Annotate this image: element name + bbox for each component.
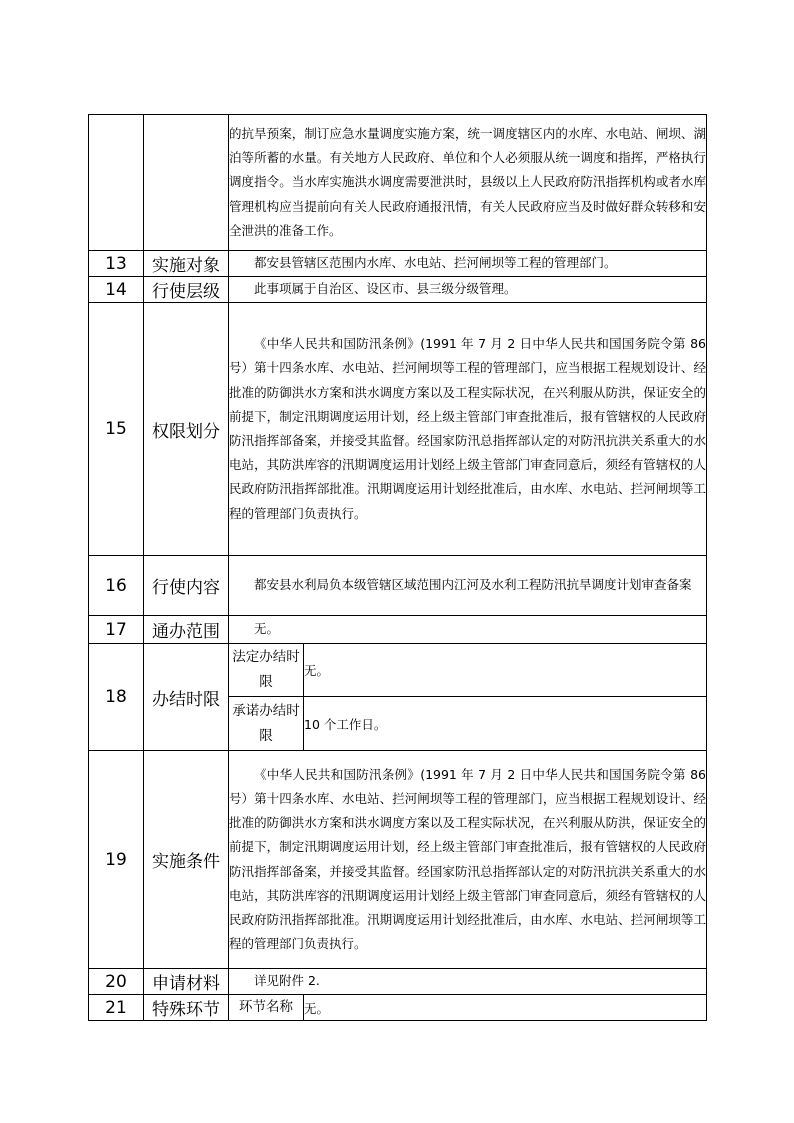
table-row (89, 616, 707, 644)
row-label (144, 115, 229, 251)
content-text: 都安县管辖区范围内水库、水电站、拦河闸坝等工程的管理部门。 (254, 255, 617, 271)
content-text: 《中华人民共和国防汛条例》(1991 年 7 月 2 日中华人民共和国国务院令第 86 号）第十四条水库、水电站、拦河闸坝等工程的管理部门，应当根据工程规划设计、经批准的防御洪水方案和洪水调度方案以及工程实际状况，在兴利服从防洪，保证安全的前提下，制定汛期调度运用计划，经上级主管部门审查批准后，报有管辖权的人民政府防汛指挥部备案，并接受其监督。经国家防汛总指挥部认定的对防汛抗洪关系重大的水电站，其防洪库容的汛期调度运用计划经上级主管部门审查同意后，须经有管辖权的人民政府防汛指挥部批准。汛期调度运用计划经批准后，由水库、水电站、拦河闸坝等工程的管理部门负责执行。 (229, 336, 706, 521)
table-row (89, 644, 707, 697)
table-row (89, 251, 707, 277)
sub-value-step-name: 无。 (304, 995, 707, 1021)
row-number: 16 (89, 556, 144, 616)
table-row (89, 303, 707, 556)
row-content (229, 277, 707, 303)
row-label: 申请材料 (144, 969, 229, 995)
row-number: 14 (89, 277, 144, 303)
sub-value-promised-deadline: 10 个工作日。 (304, 697, 707, 751)
table-row (89, 995, 707, 1021)
row-label: 行使层级 (144, 277, 229, 303)
row-content (229, 751, 707, 969)
content-text: 详见附件 2. (254, 973, 320, 989)
row-number: 18 (89, 644, 144, 751)
content-text: 此事项属于自治区、设区市、县三级分级管理。 (254, 281, 517, 297)
row-label: 办结时限 (144, 644, 229, 751)
table-row (89, 556, 707, 616)
row-label: 实施条件 (144, 751, 229, 969)
row-number: 13 (89, 251, 144, 277)
content-text: 都安县水利局负本级管辖区域范围内江河及水利工程防汛抗旱调度计划审查备案 (254, 577, 692, 593)
table-row (89, 115, 707, 251)
sub-label-promised-deadline: 承诺办结时限 (229, 697, 304, 751)
row-content (229, 969, 707, 995)
item-table (88, 114, 707, 1021)
row-content (229, 251, 707, 277)
content-text: 《中华人民共和国防汛条例》(1991 年 7 月 2 日中华人民共和国国务院令第 86 号）第十四条水库、水电站、拦河闸坝等工程的管理部门，应当根据工程规划设计、经批准的防御洪水方案和洪水调度方案以及工程实际状况，在兴利服从防洪，保证安全的前提下，制定汛期调度运用计划，经上级主管部门审查批准后，报有管辖权的人民政府防汛指挥部备案，并接受其监督。经国家防汛总指挥部认定的对防汛抗洪关系重大的水电站，其防洪库容的汛期调度运用计划经上级主管部门审查同意后，须经有管辖权的人民政府防汛指挥部批准。汛期调度运用计划经批准后，由水库、水电站、拦河闸坝等工程的管理部门负责执行。 (229, 766, 706, 952)
row-label: 行使内容 (144, 556, 229, 616)
content-text: 无。 (254, 621, 280, 637)
row-content (229, 556, 707, 616)
row-number: 19 (89, 751, 144, 969)
row-content (229, 616, 707, 644)
row-label: 权限划分 (144, 303, 229, 556)
content-text: 的抗旱预案，制订应急水量调度实施方案，统一调度辖区内的水库、水电站、闸坝、湖泊等所蓄的水量。有关地方人民政府、单位和个人必须服从统一调度和指挥，严格执行调度指令。当水库实施洪水调度需要泄洪时，县级以上人民政府防汛指挥机构或者水库管理机构应当提前向有关人民政府通报汛情，有关人民政府应当及时做好群众转移和安全泄洪的准备工作。 (229, 125, 706, 238)
row-content (229, 115, 707, 251)
sub-label-legal-deadline: 法定办结时限 (229, 644, 304, 697)
row-label: 特殊环节 (144, 995, 229, 1021)
row-number: 17 (89, 616, 144, 644)
table-row (89, 751, 707, 969)
row-content (229, 303, 707, 556)
row-number (89, 115, 144, 251)
row-number: 15 (89, 303, 144, 556)
sub-value-legal-deadline: 无。 (304, 644, 707, 697)
row-label: 通办范围 (144, 616, 229, 644)
row-label: 实施对象 (144, 251, 229, 277)
row-number: 21 (89, 995, 144, 1021)
row-number: 20 (89, 969, 144, 995)
sub-label-step-name: 环节名称 (229, 995, 304, 1021)
table-row (89, 969, 707, 995)
table-row (89, 277, 707, 303)
